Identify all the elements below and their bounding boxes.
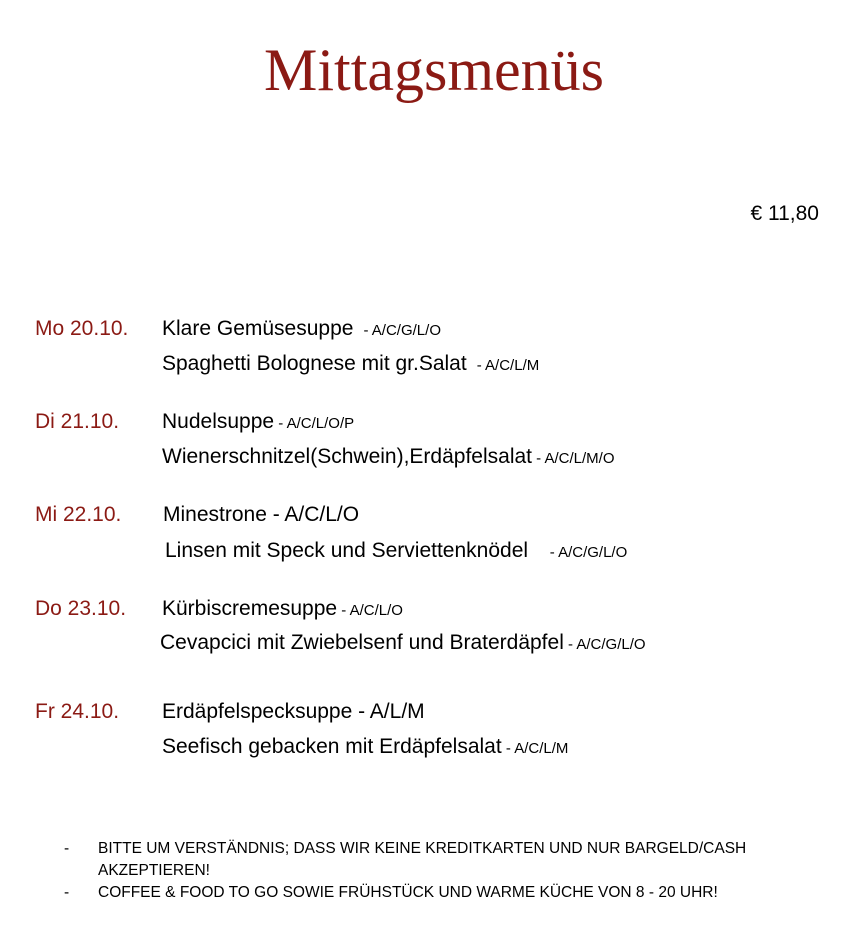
page-title: Mittagsmenüs bbox=[264, 37, 604, 103]
bullet-dash: - bbox=[64, 884, 70, 901]
main-name: Wienerschnitzel(Schwein),Erdäpfelsalat bbox=[162, 445, 532, 468]
main-allergens: - A/C/G/L/O bbox=[545, 544, 628, 561]
soup-allergens: - A/C/L/O bbox=[266, 503, 360, 526]
soup-line bbox=[163, 501, 359, 529]
main-line bbox=[160, 629, 646, 659]
main-allergens: - A/C/L/M bbox=[472, 357, 540, 374]
note-text: BITTE UM VERSTÄNDNIS; DASS WIR KEINE KREDITKARTEN UND NUR BARGELD/CASH AKZEPTIEREN! bbox=[98, 840, 747, 879]
main-allergens: - A/C/L/M bbox=[501, 740, 569, 757]
main-allergens: - A/C/L/M/O bbox=[532, 450, 615, 467]
main-name: Spaghetti Bolognese mit gr.Salat bbox=[162, 352, 467, 375]
main-line bbox=[162, 350, 539, 380]
day-label: Mi 22.10. bbox=[35, 503, 122, 526]
soup-line bbox=[162, 408, 354, 438]
main-name: Linsen mit Speck und Serviettenknödel bbox=[165, 539, 529, 562]
main-name: Seefisch gebacken mit Erdäpfelsalat bbox=[162, 735, 502, 758]
soup-line bbox=[162, 698, 425, 726]
soup-name: Kürbiscremesuppe bbox=[162, 597, 338, 620]
main-allergens: - A/C/G/L/O bbox=[563, 636, 646, 653]
soup-line bbox=[162, 595, 403, 625]
soup-allergens: - A/C/G/L/O bbox=[359, 322, 441, 339]
soup-name: Nudelsuppe bbox=[162, 410, 275, 433]
soup-allergens: - A/C/L/O bbox=[337, 602, 403, 619]
soup-name: Minestrone bbox=[163, 503, 267, 526]
bullet-dash: - bbox=[64, 840, 70, 857]
note-text: COFFEE & FOOD TO GO SOWIE FRÜHSTÜCK UND WARME KÜCHE VON 8 - 20 UHR! bbox=[98, 884, 718, 901]
soup-name: Erdäpfelspecksuppe bbox=[162, 700, 353, 723]
note-item bbox=[64, 882, 834, 904]
notes-list bbox=[64, 838, 834, 904]
main-line bbox=[165, 537, 627, 567]
menu-price: € 11,80 bbox=[750, 202, 819, 225]
day-label: Fr 24.10. bbox=[35, 700, 120, 723]
soup-allergens: - A/C/L/O/P bbox=[274, 415, 355, 432]
day-label: Di 21.10. bbox=[35, 410, 120, 433]
day-label: Mo 20.10. bbox=[35, 317, 129, 340]
main-line bbox=[162, 733, 568, 763]
main-name: Cevapcici mit Zwiebelsenf und Braterdäpfel bbox=[160, 631, 564, 654]
soup-name: Klare Gemüsesuppe bbox=[162, 317, 354, 340]
main-line bbox=[162, 443, 615, 473]
day-label: Do 23.10. bbox=[35, 597, 127, 620]
soup-line bbox=[162, 315, 441, 345]
note-item bbox=[64, 838, 834, 882]
soup-allergens: - A/L/M bbox=[352, 700, 425, 723]
